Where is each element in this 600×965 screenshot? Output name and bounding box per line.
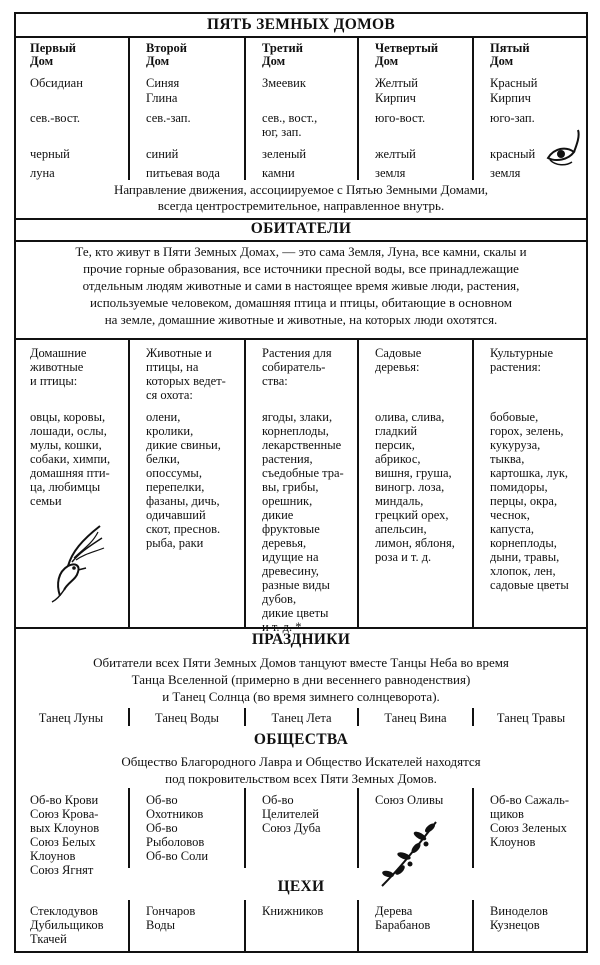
- column-divider: [472, 900, 474, 953]
- guild-list: Книжников: [262, 904, 324, 918]
- column-divider: [357, 788, 359, 868]
- inhabitants-heading: ОБИТАТЕЛИ: [250, 220, 352, 237]
- house-direction: юго-вост.: [375, 111, 426, 125]
- bird-ornament-icon: [46, 522, 106, 604]
- house-column-4: [375, 42, 471, 68]
- society-list: Об-во Крови Союз Кровa- вых Клоунов Союз Белых Клоунов Союз Ягнят: [30, 793, 100, 877]
- column-divider: [244, 788, 246, 868]
- divider: [14, 240, 588, 242]
- column-divider: [357, 38, 359, 180]
- house-header: Третий Дом: [262, 41, 303, 68]
- guild-list: Стеклодувов Дубильщиков Ткачей: [30, 904, 104, 946]
- house-column-3: [262, 42, 356, 68]
- column-divider: [128, 340, 130, 627]
- divider: [244, 708, 246, 726]
- house-direction: сев.-вост.: [30, 111, 81, 125]
- column-divider: [472, 38, 474, 180]
- inhabitant-list: ягоды, злаки, корнеплоды, лекарственные растения, съедобные тра- вы, грибы, орешник, дикие фруктовые деревья, идущие на древесину, разные виды дубов, дикие цветы: [262, 410, 344, 620]
- house-column-2: [146, 42, 242, 68]
- divider: [357, 708, 359, 726]
- house-color: зеленый: [262, 147, 307, 161]
- house-direction: сев.-зап.: [146, 111, 191, 125]
- column-divider: [244, 38, 246, 180]
- inhabitant-list: бобовые, горох, зелень, кукуруза, тыква, картошка, лук, помидоры, перцы, окра, чеснок, капуста, корнеплоды, дыни, травы, хлопок, лен, садовые цветы: [490, 410, 569, 592]
- column-divider: [244, 900, 246, 953]
- house-element: земля: [375, 166, 406, 180]
- eye-ornament-icon: [544, 126, 584, 170]
- guild-list: Дерева Барабанов: [375, 904, 431, 932]
- house-element: питьевая вода: [146, 166, 220, 180]
- society-list: Об-во Целителей Союз Дуба: [262, 793, 321, 835]
- house-element: земля: [490, 166, 521, 180]
- column-divider: [128, 788, 130, 868]
- divider: [14, 36, 588, 38]
- house-color: синий: [146, 147, 179, 161]
- inhabitant-category: Растения для собиратель- ства:: [262, 346, 332, 388]
- column-divider: [128, 38, 130, 180]
- house-name: Синяя Глина: [146, 76, 180, 105]
- house-header: Первый Дом: [30, 41, 76, 68]
- house-color: красный: [490, 147, 536, 161]
- inhabitant-category: Культурные растения:: [490, 346, 553, 374]
- page-title: ПЯТЬ ЗЕМНЫХ ДОМОВ: [206, 16, 396, 33]
- column-divider: [128, 900, 130, 953]
- guild-list: Виноделов Кузнецов: [490, 904, 548, 932]
- society-list: Союз Оливы: [375, 793, 444, 807]
- inhabitant-list: олени, кролики, дикие свиньи, белки, опоссумы, перепелки, фазаны, дичь, одичавший скот, преснов. рыба, раки: [146, 410, 221, 550]
- house-name: Обсидиан: [30, 76, 83, 90]
- inhabitant-list: олива, слива, гладкий персик, абрикос, вишня, груша, виногр. лоза, миндаль, грецкий орех, апельсин, лимон, яблоня, роза и т. д.: [375, 410, 455, 564]
- divider: [14, 627, 588, 629]
- inhabitant-list: овцы, коровы, лошади, ослы, мулы, кошки, собаки, химпи, домашняя пти- ца, любимцы семьи: [30, 410, 111, 508]
- house-direction: юго-зап.: [490, 111, 535, 125]
- holidays-heading: ПРАЗДНИКИ: [251, 631, 351, 648]
- holidays-text: Обитатели всех Пяти Земных Домов танцуют вместе Танцы Неба во время Танца Вселенной (примерно в дни весеннего равноденствия) и Танец Солнца (во время зимнего солнцеворота).: [93, 655, 509, 704]
- societies-text: Общество Благородного Лавра и Общество Искателей находятся под покровительством всех Пяти Земных Домов.: [121, 754, 481, 786]
- house-header: Пятый Дом: [490, 41, 530, 68]
- house-name: Желтый Кирпич: [375, 76, 418, 105]
- inhabitant-category: Домашние животные и птицы:: [30, 346, 87, 388]
- divider: [472, 708, 474, 726]
- column-divider: [357, 900, 359, 953]
- column-divider: [244, 340, 246, 627]
- dance-name: Танец Травы: [496, 711, 566, 725]
- guilds-heading: ЦЕХИ: [277, 878, 325, 895]
- dance-name: Танец Луны: [38, 711, 104, 725]
- inhabitants-text: Те, кто живут в Пяти Земных Домах, — это сама Земля, Луна, все камни, скалы и прочие горные образования, все источники пресной воды, все принадлежащие отдельным людям животные и сами в настоящее время живые люди, растения, используемые человеком, домашняя птица и птицы, обитающие в основном на земле, домашние животные и животные, на которых люди охотятся.: [75, 244, 527, 327]
- society-list: Об-во Сажаль- щиков Союз Зеленых Клоунов: [490, 793, 570, 849]
- societies-heading: ОБЩЕСТВА: [253, 731, 349, 748]
- inhabitant-category: Садовые деревья:: [375, 346, 422, 374]
- house-element: камни: [262, 166, 295, 180]
- divider: [14, 338, 588, 340]
- dance-name: Танец Воды: [155, 711, 219, 725]
- house-element: луна: [30, 166, 55, 180]
- house-column-5: [490, 42, 586, 68]
- society-list: Об-во Охотников Об-во Рыболовов Об-во Соли: [146, 793, 209, 863]
- guild-list: Гончаров Воды: [146, 904, 196, 932]
- column-divider: [357, 340, 359, 627]
- dance-name: Танец Лета: [271, 711, 332, 725]
- house-direction: сев., вост., юг, зап.: [262, 111, 318, 139]
- house-name: Красный Кирпич: [490, 76, 538, 105]
- column-divider: [472, 788, 474, 868]
- house-header: Второй Дом: [146, 41, 187, 68]
- direction-note: Направление движения, ассоциируемое с Пятью Земными Домами, всегда центростремительное, направленное внутрь.: [113, 182, 489, 213]
- house-name: Змеевик: [262, 76, 306, 90]
- house-header: Четвертый Дом: [375, 41, 439, 68]
- column-divider: [472, 340, 474, 627]
- divider: [128, 708, 130, 726]
- dance-name: Танец Вина: [384, 711, 447, 725]
- house-color: черный: [30, 147, 70, 161]
- inhabitant-category: Животные и птицы, на которых ведет- ся охота:: [146, 346, 226, 402]
- house-color: желтый: [375, 147, 416, 161]
- house-column-1: [30, 42, 126, 68]
